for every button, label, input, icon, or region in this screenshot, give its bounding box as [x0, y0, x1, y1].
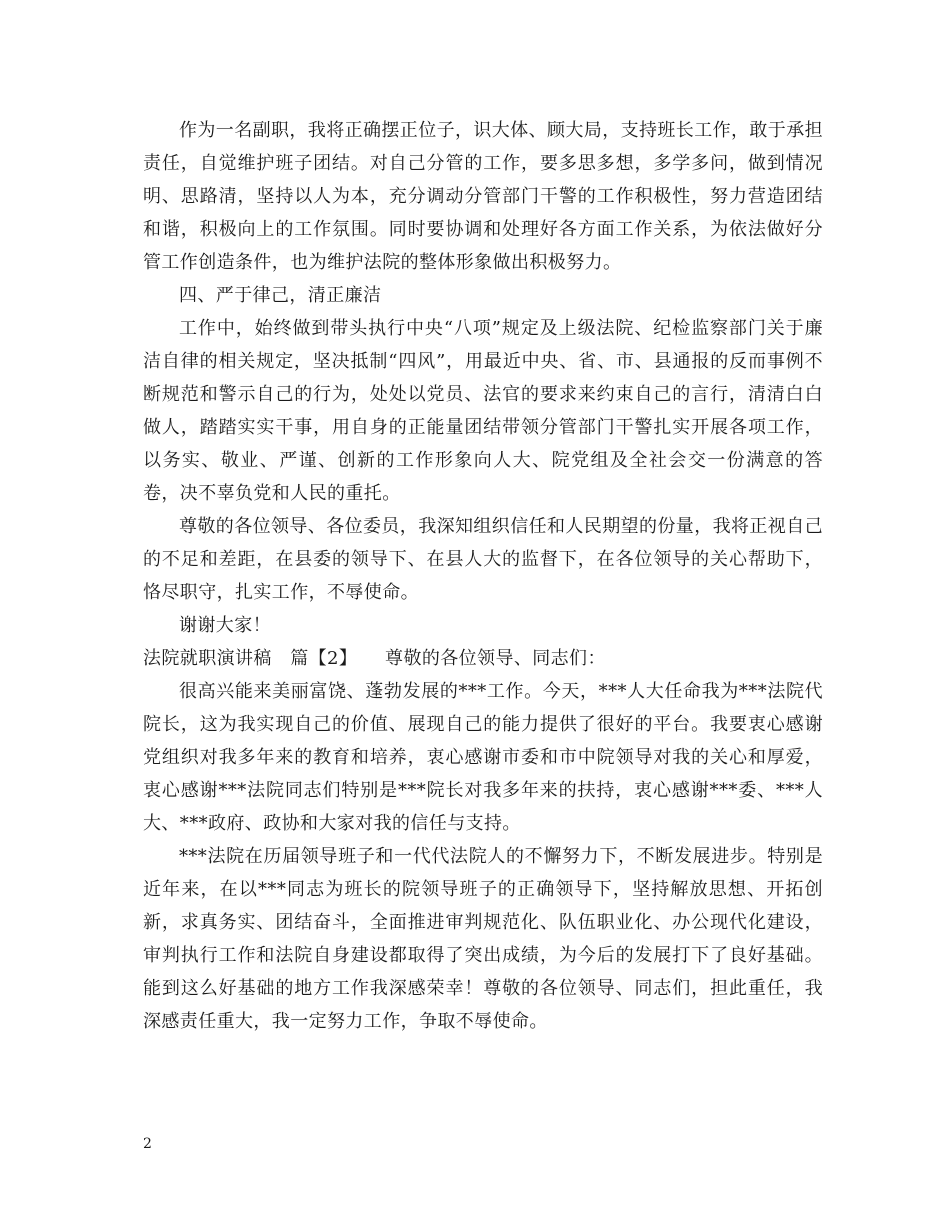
paragraph-deputy-role: 作为一名副职，我将正确摆正位子，识大体、顾大局，支持班长工作，敢于承担责任，自觉维护班子团结。对自己分管的工作，要多思多想，多学多问，做到情况明、思路清，坚持以人为本，充分调动分管部门干警的工作积极性，努力营造团结和谐，积极向上的工作氛围。同时要协调和处理好各方面工作关系，为依法做好分管工作创造条件，也为维护法院的整体形象做出积极努力。 [143, 120, 823, 273]
speech-title-line: 法院就职演讲稿 篇【2】 尊敬的各位领导、同志们： [143, 648, 606, 669]
document-body [143, 114, 823, 1038]
thanks-line: 谢谢大家！ [179, 615, 271, 636]
paragraph-court-progress: ***法院在历届领导班子和一代代法院人的不懈努力下，不断发展进步。特别是近年来，在以***同志为班长的院领导班子的正确领导下，坚持解放思想、开拓创新，求真务实、团结奋斗，全面推进审判规范化、队伍职业化、办公现代化建设，审判执行工作和法院自身建设都取得了突出成绩，为今后的发展打下了良好基础。能到这么好基础的地方工作我深感荣幸！尊敬的各位领导、同志们，担此重任，我深感责任重大，我一定努力工作，争取不辱使命。 [143, 846, 823, 1032]
paragraph-gratitude: 很高兴能来美丽富饶、蓬勃发展的***工作。今天，***人大任命我为***法院代院长，这为我实现自己的价值、展现自己的能力提供了很好的平台。我要衷心感谢党组织对我多年来的教育和培养，衷心感谢市委和市中院领导对我的关心和厚爱，衷心感谢***法院同志们特别是***院长对我多年来的扶持，衷心感谢***委、***人大、***政府、政协和大家对我的信任与支持。 [143, 681, 823, 834]
section-heading-integrity: 四、严于律己，清正廉洁 [179, 285, 382, 306]
paragraph-respect: 尊敬的各位领导、各位委员，我深知组织信任和人民期望的份量，我将正视自己的不足和差距，在县委的领导下、在县人大的监督下，在各位领导的关心帮助下，恪尽职守，扎实工作，不辱使命。 [143, 516, 823, 603]
paragraph-integrity: 工作中，始终做到带头执行中央“八项”规定及上级法院、纪检监察部门关于廉洁自律的相关规定，坚决抵制“四风”，用最近中央、省、市、县通报的反而事例不断规范和警示自己的行为，处处以党员、法官的要求来约束自己的言行，清清白白做人，踏踏实实干事，用自身的正能量团结带领分管部门干警扎实开展各项工作，以务实、敬业、严谨、创新的工作形象向人大、院党组及全社会交一份满意的答卷，决不辜负党和人民的重托。 [143, 318, 823, 504]
page-number: 2 [143, 1136, 152, 1152]
